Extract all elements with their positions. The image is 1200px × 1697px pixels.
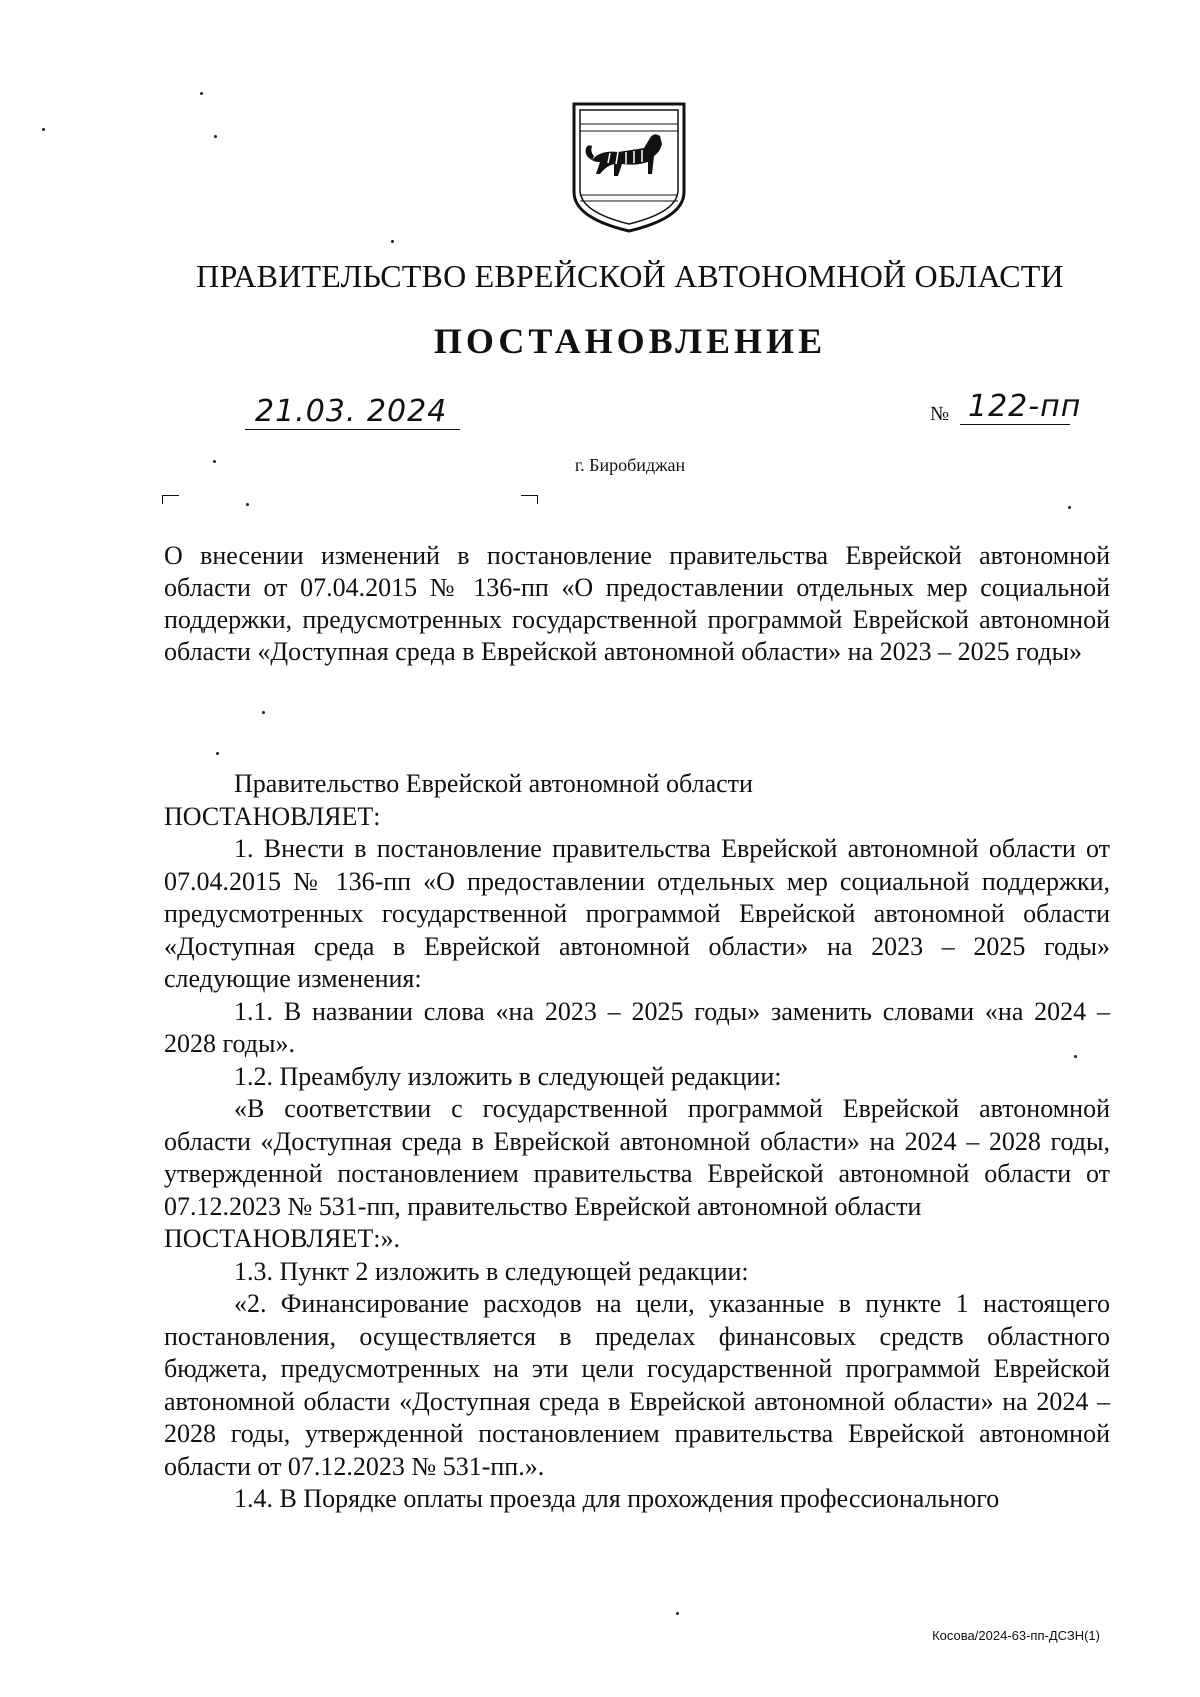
scan-speck (216, 752, 219, 755)
number-label: № (930, 403, 950, 425)
scan-speck (42, 128, 45, 131)
clause-1-3-quote: «2. Финансирование расходов на цели, указанные в пункте 1 настоящего постановления, осуществляется в пределах финансовых средств областного бюджета, предусмотренных на эти цели государственной программой Еврейской автономной области «Доступная среда в Еврейской автономной области» на 2024 – 2028 годы, утвержденной постановлением правительства Еврейской автономной области от 07.12.2023 № 531-пп.». (164, 1289, 1110, 1481)
clause-1-1: 1.1. В названии слова «на 2023 – 2025 годы» заменить словами «на 2024 – 2028 годы». (164, 996, 1110, 1058)
clause-1-2-quote: «В соответствии с государственной программой Еврейской автономной области «Доступная среда в Еврейской автономной области» на 2024 – 2028 годы, утвержденной постановлением правительства Еврейской автономной области от 07.12.2023 № 531-пп, правительство Еврейской автономной области (164, 1094, 1110, 1221)
handwritten-date: 21.03. 2024 (255, 394, 448, 429)
scan-speck (246, 503, 249, 506)
scan-speck (1074, 1055, 1077, 1058)
handwritten-number: 122-пп (968, 389, 1082, 424)
clause-1-4: 1.4. В Порядке оплаты проезда для прохождения профессионального (234, 1484, 1000, 1513)
scan-speck (214, 135, 217, 138)
clause-1-2: 1.2. Преамбулу изложить в следующей редакции: (234, 1061, 782, 1091)
scan-speck (200, 92, 203, 95)
government-title: ПРАВИТЕЛЬСТВО ЕВРЕЙСКОЙ АВТОНОМНОЙ ОБЛАСТИ (196, 258, 1064, 294)
document-type-title: ПОСТАНОВЛЕНИЕ (433, 321, 827, 361)
coat-of-arms-emblem (570, 100, 688, 235)
tiger-figure (586, 134, 662, 176)
scan-speck (676, 1612, 679, 1615)
clause-1: 1. Внести в постановление правительства Еврейской автономной области от 07.04.2015 № 136-пп «О предоставлении отдельных мер социальной поддержки, предусмотренных государственной программой Еврейской автономной области «Доступная среда в Еврейской автономной области» на 2023 – 2025 годы» следующие изменения: (164, 834, 1110, 993)
corner-mark-left (162, 495, 179, 504)
document-subject: О внесении изменений в постановление правительства Еврейской автономной области от 07.04.2015 № 136-пп «О предоставлении отдельных мер социальной поддержки, предусмотренных государственной программой Еврейской автономной области «Доступная среда в Еврейской автономной области» на 2023 – 2025 годы» (164, 541, 1110, 666)
preamble-paragraph: Правительство Еврейской автономной области (234, 769, 753, 798)
document-body (164, 768, 1110, 1516)
scan-speck (262, 711, 265, 714)
clause-1-2-end: ПОСТАНОВЛЯЕТ:». (164, 1224, 400, 1253)
resolves-heading: ПОСТАНОВЛЯЕТ: (164, 801, 381, 831)
date-field (245, 385, 460, 430)
number-field (960, 380, 1082, 425)
corner-mark-right (521, 495, 538, 504)
clause-1-3: 1.3. Пункт 2 изложить в следующей редакции: (234, 1256, 749, 1286)
scan-speck (391, 240, 394, 243)
city-label: г. Биробиджан (574, 455, 686, 475)
scan-speck (1068, 506, 1071, 509)
scan-speck (213, 460, 216, 463)
footer-reference: Косова/2024-63-пп-ДСЗН(1) (932, 1628, 1100, 1643)
